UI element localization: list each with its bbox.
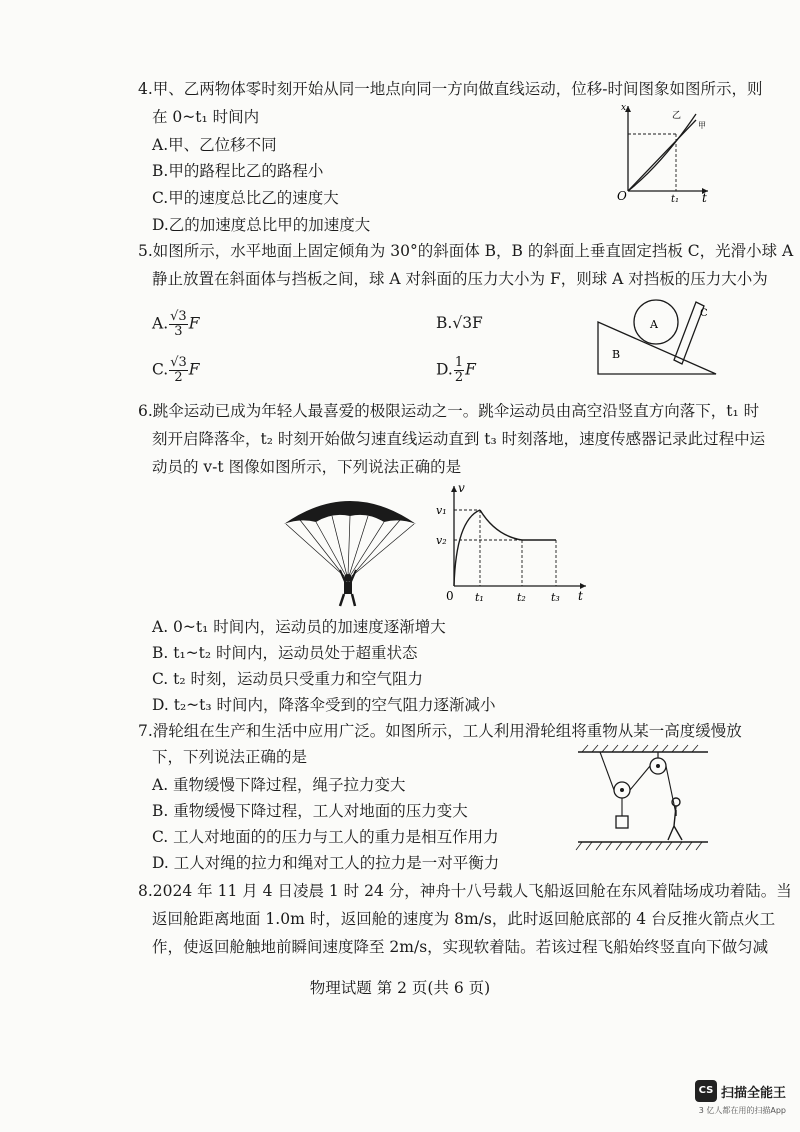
q4-t-label: t (702, 191, 707, 205)
q6-option-c: C. t₂ 时刻，运动员只受重力和空气阻力 (152, 670, 424, 688)
q4-option-a: A.甲、乙位移不同 (152, 136, 277, 154)
q6-accel-curve (454, 510, 480, 586)
q4-t1-label: t₁ (671, 194, 680, 205)
q5-stem-line1: 5.如图所示，水平地面上固定倾角为 30°的斜面体 B，B 的斜面上垂直固定挡板 C，光滑小球 A (138, 242, 794, 260)
q7-option-d: D. 工人对绳的拉力和绳对工人的拉力是一对平衡力 (152, 854, 500, 872)
q6-option-b: B. t₁~t₂ 时间内，运动员处于超重状态 (152, 644, 418, 662)
q5-c-unit: F (188, 360, 200, 379)
q6-option-a: A. 0~t₁ 时间内，运动员的加速度逐渐增大 (152, 618, 446, 636)
q8-stem-line2: 返回舱距离地面 1.0m 时，返回舱的速度为 8m/s，此时返回舱底部的 4 台反推火箭点火工 (152, 910, 776, 928)
q6-stem-line3: 动员的 v-t 图像如图所示，下列说法正确的是 (152, 458, 462, 476)
q5-d-prefix: D. (436, 360, 453, 379)
q5-a-prefix: A. (152, 314, 169, 333)
q5-label-c: C (700, 308, 708, 319)
q5-option-a (152, 310, 199, 339)
parachutist-figure (340, 570, 356, 606)
q7-ceiling-hatch (582, 745, 698, 752)
q6-t3-label: t₃ (551, 591, 560, 604)
page-footer: 物理试题 第 2 页(共 6 页) (309, 979, 491, 997)
q4-label-jia: 甲 (698, 121, 706, 130)
q6-v2-label: v₂ (436, 534, 447, 547)
q5-stem-line2: 静止放置在斜面体与挡板之间，球 A 对斜面的压力大小为 F，则球 A 对挡板的压力大小为 (152, 270, 768, 288)
q7-worker (668, 798, 682, 840)
q6-origin: 0 (446, 589, 454, 603)
q4-option-b: B.甲的路程比乙的路程小 (152, 162, 324, 180)
q4-line-jia (628, 120, 696, 191)
watermark-name: 扫描全能王 (720, 1085, 786, 1101)
q4-option-c: C.甲的速度总比乙的速度大 (152, 189, 339, 207)
q7-stem-line1: 7.滑轮组在生产和生活中应用广泛。如图所示，工人利用滑轮组将重物从某一高度缓慢放 (138, 722, 742, 740)
q5-option-c (152, 356, 200, 385)
q6-v1-label: v₁ (436, 504, 447, 517)
q5-label-b: B (612, 348, 621, 361)
q5-d-den: 2 (454, 370, 464, 385)
q6-v-label: v (458, 481, 465, 495)
q6-stem-line2: 刻开启降落伞，t₂ 时刻开始做匀速直线运动直到 t₃ 时刻落地，速度传感器记录此过程中运 (152, 430, 766, 448)
q6-decel-curve (480, 510, 522, 540)
q5-option-d (436, 356, 476, 385)
q4-origin: O (617, 189, 627, 203)
q6-t1-label: t₁ (475, 591, 484, 604)
q5-a-num: √3 (170, 309, 187, 324)
q7-weight (616, 816, 628, 828)
q5-c-num: √3 (170, 355, 187, 370)
cs-logo-icon: CS (695, 1080, 717, 1102)
q7-option-c: C. 工人对地面的的压力与工人的重力是相互作用力 (152, 828, 499, 846)
q4-stem-line1: 4.甲、乙两物体零时刻开始从同一地点向同一方向做直线运动，位移-时间图象如图所示，则 (138, 80, 763, 98)
q4-stem-line2: 在 0~t₁ 时间内 (152, 108, 260, 126)
q7-option-a: A. 重物缓慢下降过程，绳子拉力变大 (152, 776, 406, 794)
q6-stem-line1: 6.跳伞运动已成为年轻人最喜爱的极限运动之一。跳伞运动员由高空沿竖直方向落下，t₁ 时 (138, 402, 760, 420)
q8-stem-line3: 作，使返回舱触地前瞬间速度降至 2m/s，实现软着陆。若该过程飞船始终竖直向下做匀减 (152, 938, 769, 956)
q6-t-label: t (578, 589, 583, 603)
q6-option-d: D. t₂~t₃ 时间内，降落伞受到的空气阻力逐渐减小 (152, 696, 496, 714)
q7-stem-line2: 下，下列说法正确的是 (152, 748, 308, 766)
q8-stem-line1: 8.2024 年 11 月 4 日凌晨 1 时 24 分，神舟十八号载人飞船返回舱在东风着陆场成功着陆。当 (138, 882, 792, 900)
q7-pulley-figure (572, 744, 714, 856)
q5-c-prefix: C. (152, 360, 169, 379)
q5-label-a: A (650, 318, 658, 331)
q7-rope (666, 766, 676, 814)
q5-d-num: 1 (454, 355, 464, 370)
q5-option-b: B.√3F (436, 314, 483, 332)
q4-label-yi: 乙 (672, 111, 682, 121)
parachute-illustration (280, 484, 420, 608)
watermark-tagline: 3 亿人都在用的扫描App (698, 1106, 786, 1115)
q7-ground-hatch (576, 842, 702, 850)
q7-option-b: B. 重物缓慢下降过程，工人对地面的压力变大 (152, 802, 468, 820)
q5-incline-figure (592, 292, 722, 382)
scanner-watermark (695, 1080, 786, 1116)
q5-a-unit: F (188, 314, 200, 333)
q5-c-den: 2 (174, 370, 183, 385)
q6-vt-graph (434, 480, 594, 606)
q4-xt-graph (612, 96, 712, 206)
q6-t2-label: t₂ (517, 591, 526, 604)
q5-a-den: 3 (174, 324, 183, 339)
q5-d-unit: F (465, 360, 476, 379)
q4-option-d: D.乙的加速度总比甲的加速度大 (152, 216, 371, 234)
q4-y-label: x (621, 103, 627, 113)
